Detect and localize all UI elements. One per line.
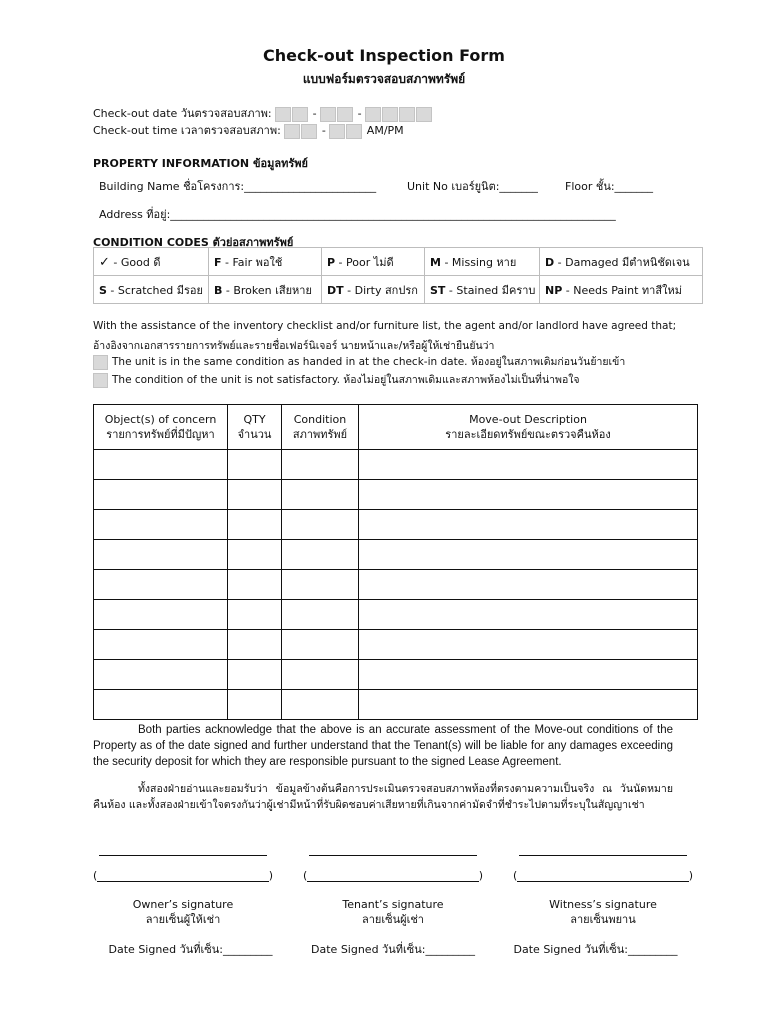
code-cell — [94, 248, 209, 276]
am-pm-label: AM/PM — [366, 124, 404, 137]
object-cell[interactable] — [94, 630, 228, 660]
tenant-caption-th: ลายเซ็นผู้เช่า — [362, 913, 424, 926]
tenant-date-signed[interactable]: Date Signed วันที่เซ็น:_________ — [311, 943, 475, 956]
option-not-satisfactory[interactable] — [93, 371, 580, 388]
checkout-month-field[interactable] — [320, 107, 354, 120]
owner-caption-en: Owner’s signature — [132, 898, 234, 911]
checkout-day-field[interactable] — [275, 107, 309, 120]
code-abbr: P — [327, 255, 336, 269]
same-condition-checkbox[interactable] — [93, 355, 108, 370]
code-cell — [540, 248, 703, 276]
qty-cell[interactable] — [228, 480, 282, 510]
acknowledgement-th: ทั้งสองฝ่ายอ่านและยอมรับว่า ข้อมูลข้างต้นคือการประเมินตรวจสอบสภาพห้องที่ตรงตามความเป็นจริง ณ วันนัดหมายคืนห้อง และทั้งสองฝ่ายเข้าใจตรงกันว่าผู้เช่ามีหน้าที่รับผิดชอบค่าเสียหายที่เกินจากค่ามัดจำที่ชำระไปตามที่ระบุในสัญญาเช่า — [93, 783, 673, 811]
unit-no-field[interactable]: Unit No เบอร์ยูนิต:_______ — [407, 180, 538, 193]
description-cell[interactable] — [359, 690, 698, 720]
checkout-year-field[interactable] — [365, 107, 433, 120]
table-row — [94, 450, 698, 480]
description-cell[interactable] — [359, 630, 698, 660]
condition-codes-row — [94, 248, 703, 276]
condition-cell[interactable] — [282, 600, 359, 630]
owner-signature-line[interactable] — [93, 840, 273, 856]
inspection-items-table — [93, 404, 698, 720]
code-abbr: F — [214, 255, 222, 269]
address-field[interactable]: Address ที่อยู่:_________________________________________________________________________________ — [99, 208, 616, 221]
col-header-th: รายการทรัพย์ที่มีปัญหา — [106, 428, 215, 441]
code-desc: - Fair พอใช้ — [221, 255, 283, 269]
checkout-minute-field[interactable] — [329, 124, 363, 137]
tenant-name-line[interactable] — [303, 866, 483, 882]
code-cell — [322, 276, 425, 304]
owner-name-line[interactable] — [93, 866, 273, 882]
condition-cell[interactable] — [282, 450, 359, 480]
object-cell[interactable] — [94, 510, 228, 540]
col-header-th: รายละเอียดทรัพย์ขณะตรวจคืนห้อง — [445, 428, 611, 441]
witness-date-signed[interactable]: Date Signed วันที่เซ็น:_________ — [513, 943, 678, 956]
owner-signature-caption — [93, 897, 273, 927]
table-row — [94, 510, 698, 540]
checkout-date-label: Check-out date วันตรวจสอบสภาพ: — [93, 107, 272, 120]
col-header-description — [359, 405, 698, 450]
code-abbr: S — [99, 283, 107, 297]
description-cell[interactable] — [359, 510, 698, 540]
checkout-time-row — [93, 121, 404, 139]
object-cell[interactable] — [94, 660, 228, 690]
code-good-icon: ✓ — [99, 254, 110, 270]
code-desc: - Broken เสียหาย — [222, 283, 312, 297]
table-header-row — [94, 405, 698, 450]
agreement-text-th: อ้างอิงจากเอกสารรายการทรัพย์และรายชื่อเฟอร์นิเจอร์ นายหน้าและ/หรือผู้ให้เช่ายืนยันว่า — [93, 340, 495, 352]
code-desc: - Needs Paint ทาสีใหม่ — [562, 283, 682, 297]
col-header-qty — [228, 405, 282, 450]
code-abbr: M — [430, 255, 441, 269]
object-cell[interactable] — [94, 690, 228, 720]
table-row — [94, 690, 698, 720]
condition-cell[interactable] — [282, 570, 359, 600]
date-signed-row — [93, 940, 693, 958]
not-satisfactory-checkbox[interactable] — [93, 373, 108, 388]
code-desc: - Dirty สกปรก — [343, 283, 418, 297]
table-row — [94, 630, 698, 660]
condition-cell[interactable] — [282, 690, 359, 720]
code-desc: - Poor ไม่ดี — [335, 255, 394, 269]
code-abbr: ST — [430, 283, 446, 297]
code-desc: - Scratched มีรอย — [106, 283, 203, 297]
paren-open: ( — [303, 869, 308, 882]
code-desc: - Stained มีคราบ — [445, 283, 536, 297]
qty-cell[interactable] — [228, 540, 282, 570]
witness-caption-th: ลายเซ็นพยาน — [570, 913, 636, 926]
option-same-condition[interactable] — [93, 353, 625, 370]
col-header-condition — [282, 405, 359, 450]
page-subtitle: แบบฟอร์มตรวจสอบสภาพทรัพย์ — [302, 72, 466, 86]
tenant-caption-en: Tenant’s signature — [342, 898, 444, 911]
description-cell[interactable] — [359, 480, 698, 510]
qty-cell[interactable] — [228, 630, 282, 660]
tenant-signature-line[interactable] — [303, 840, 483, 856]
condition-cell[interactable] — [282, 540, 359, 570]
object-cell[interactable] — [94, 450, 228, 480]
building-name-field[interactable]: Building Name ชื่อโครงการ:________________________ — [99, 180, 377, 193]
col-header-th: จำนวน — [237, 428, 272, 441]
code-desc: - Missing หาย — [440, 255, 517, 269]
paren-open: ( — [93, 869, 98, 882]
condition-codes-row — [94, 276, 703, 304]
table-row — [94, 570, 698, 600]
code-desc: - Good ดี — [109, 255, 161, 269]
code-cell — [540, 276, 703, 304]
col-header-object — [94, 405, 228, 450]
code-cell — [94, 276, 209, 304]
agreement-text-en: With the assistance of the inventory checklist and/or furniture list, the agent and/or landlord have agreed that; — [93, 320, 677, 332]
description-cell[interactable] — [359, 540, 698, 570]
description-cell[interactable] — [359, 600, 698, 630]
date-separator: - — [312, 107, 317, 120]
qty-cell[interactable] — [228, 600, 282, 630]
code-abbr: NP — [545, 283, 563, 297]
floor-field[interactable]: Floor ชั้น:_______ — [565, 180, 654, 193]
time-separator: - — [321, 124, 326, 137]
object-cell[interactable] — [94, 570, 228, 600]
printed-name-lines — [93, 866, 693, 882]
paren-close: ) — [688, 869, 693, 882]
code-cell — [209, 276, 322, 304]
description-cell[interactable] — [359, 570, 698, 600]
condition-cell[interactable] — [282, 630, 359, 660]
condition-cell[interactable] — [282, 510, 359, 540]
checkout-hour-field[interactable] — [284, 124, 318, 137]
condition-codes-table — [93, 247, 703, 304]
col-header-th: สภาพทรัพย์ — [292, 428, 348, 441]
witness-signature-line[interactable] — [513, 840, 693, 856]
code-cell — [209, 248, 322, 276]
code-abbr: DT — [327, 283, 344, 297]
witness-signature-caption — [513, 897, 693, 927]
condition-cell[interactable] — [282, 660, 359, 690]
code-cell — [425, 276, 540, 304]
owner-date-signed[interactable]: Date Signed วันที่เซ็น:_________ — [108, 943, 273, 956]
checkout-time-label: Check-out time เวลาตรวจสอบสภาพ: — [93, 124, 281, 137]
table-row — [94, 660, 698, 690]
qty-cell[interactable] — [228, 660, 282, 690]
acknowledgement-en: Both parties acknowledge that the above is an accurate assessment of the Move-out conditions of the Property as of the date signed and further understand that the Tenant(s) will be liable for any damages exceeding the security deposit for which they are responsible pursuant to the signed Lease Agreement. — [93, 724, 673, 768]
page-title: Check-out Inspection Form — [263, 46, 505, 65]
checkout-date-row — [93, 104, 433, 122]
table-row — [94, 600, 698, 630]
qty-cell[interactable] — [228, 690, 282, 720]
tenant-signature-caption — [303, 897, 483, 927]
same-condition-label: The unit is in the same condition as handed in at the check-in date. ห้องอยู่ในสภาพเดิมก่อนวันย้ายเข้า — [112, 356, 626, 368]
col-header-en: Object(s) of concern — [104, 413, 217, 426]
object-cell[interactable] — [94, 600, 228, 630]
col-header-en: Condition — [293, 413, 347, 426]
property-info-heading: PROPERTY INFORMATION ข้อมูลทรัพย์ — [93, 157, 308, 170]
date-separator: - — [357, 107, 362, 120]
object-cell[interactable] — [94, 480, 228, 510]
signature-lines — [93, 840, 693, 856]
condition-cell[interactable] — [282, 480, 359, 510]
qty-cell[interactable] — [228, 570, 282, 600]
paren-close: ) — [478, 869, 483, 882]
code-cell — [425, 248, 540, 276]
code-abbr: D — [545, 255, 555, 269]
not-satisfactory-label: The condition of the unit is not satisfactory. ห้องไม่อยู่ในสภาพเดิมและสภาพห้องไม่เป็นที่น่าพอใจ — [112, 374, 580, 386]
witness-caption-en: Witness’s signature — [549, 898, 657, 911]
description-cell[interactable] — [359, 450, 698, 480]
table-row — [94, 480, 698, 510]
witness-name-line[interactable] — [513, 866, 693, 882]
qty-cell[interactable] — [228, 450, 282, 480]
signature-captions — [93, 897, 693, 927]
code-abbr: B — [214, 283, 223, 297]
code-cell — [322, 248, 425, 276]
paren-open: ( — [513, 869, 518, 882]
code-desc: - Damaged มีตำหนิชัดเจน — [554, 255, 690, 269]
object-cell[interactable] — [94, 540, 228, 570]
col-header-en: Move-out Description — [469, 413, 587, 426]
description-cell[interactable] — [359, 660, 698, 690]
qty-cell[interactable] — [228, 510, 282, 540]
owner-caption-th: ลายเซ็นผู้ให้เช่า — [145, 913, 221, 926]
table-row — [94, 540, 698, 570]
condition-codes-heading: CONDITION CODES ตัวย่อสภาพทรัพย์ — [93, 236, 294, 249]
paren-close: ) — [268, 869, 273, 882]
col-header-en: QTY — [243, 413, 266, 426]
